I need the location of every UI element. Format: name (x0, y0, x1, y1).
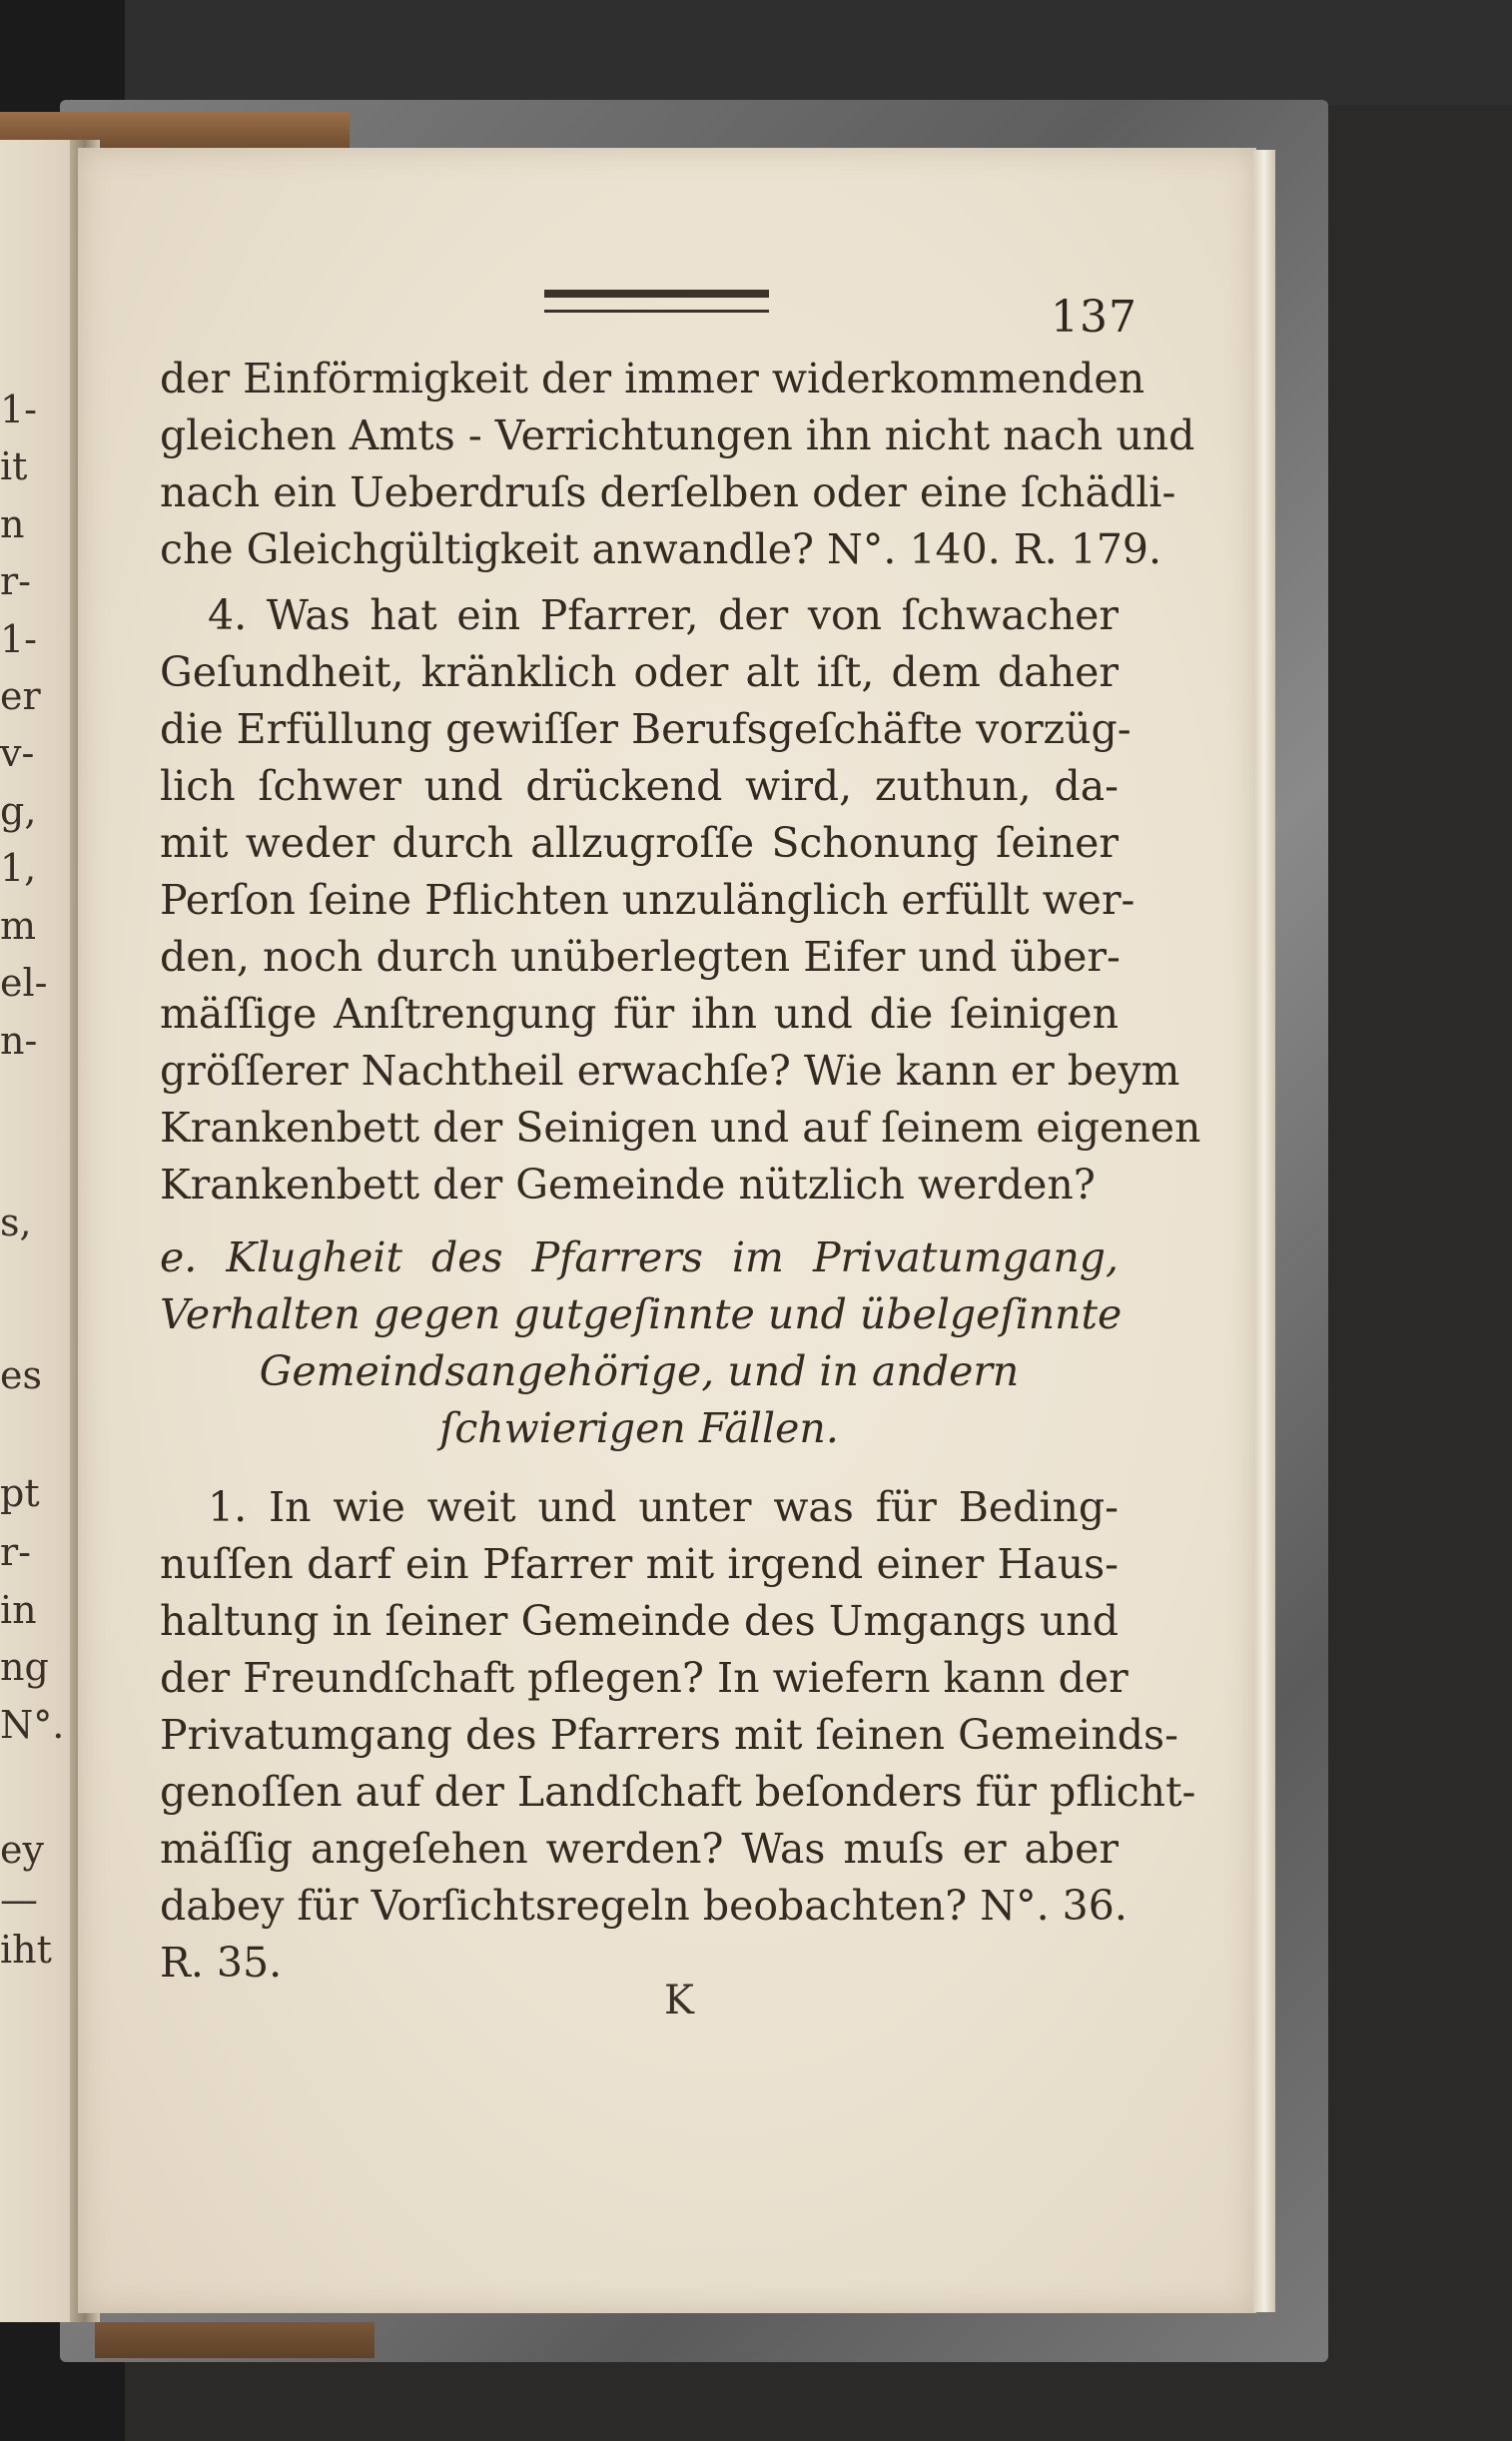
left-fragment: r- (0, 559, 32, 603)
text-line: genoſſen auf der Landſchaft beſonders für pflicht- (160, 1768, 1196, 1816)
left-fragment: es (0, 1353, 42, 1397)
left-fragment: pt (0, 1471, 40, 1515)
text-line: die Erfüllung gewiſſer Berufsgeſchäfte vorzüg- (160, 705, 1132, 753)
text-line: nuſſen darf ein Pfarrer mit irgend einer Haus- (160, 1540, 1119, 1588)
text-line: gleichen Amts - Verrichtungen ihn nicht nach und (160, 411, 1195, 459)
spine-cloth-bottom (95, 2322, 375, 2358)
text-line: R. 35. (160, 1939, 283, 1987)
left-fragment: r- (0, 1530, 32, 1574)
text-line: Krankenbett der Seinigen und auf ſeinem eigenen (160, 1104, 1201, 1152)
text-line: 1. In wie weit und unter was für Beding- (208, 1483, 1119, 1531)
signature-mark: K (664, 1978, 694, 2024)
text-line: Krankenbett der Gemeinde nützlich werden? (160, 1161, 1096, 1209)
page-number: 137 (1051, 292, 1137, 343)
text-line: mäſſige Anſtrengung für ihn und die ſeinigen (160, 990, 1119, 1038)
text-line: haltung in ſeiner Gemeinde des Umgangs und (160, 1597, 1119, 1645)
left-fragment: s, (0, 1201, 32, 1244)
page-edge (1253, 150, 1275, 2312)
text-line: Perſon ſeine Pflichten unzulänglich erfüllt wer- (160, 876, 1135, 924)
header-rule-thick (544, 290, 769, 298)
left-fragment: m (0, 904, 37, 948)
text-line: dabey für Vorſichtsregeln beobachten? N°. 36. (160, 1882, 1128, 1930)
left-fragment: n- (0, 1019, 38, 1063)
section-heading-line: Verhalten gegen gutgeſinnte und übelgeſinnte (160, 1290, 1123, 1338)
left-fragment: — (0, 1878, 38, 1922)
left-fragment: N°. (0, 1703, 65, 1747)
text-line: lich ſchwer und drückend wird, zuthun, da- (160, 762, 1119, 810)
background-top (0, 0, 1512, 105)
text-line: der Einförmigkeit der immer widerkommenden (160, 355, 1145, 403)
text-line: Geſundheit, kränklich oder alt iſt, dem daher (160, 648, 1119, 696)
left-fragment: it (0, 444, 28, 488)
text-line: mit weder durch allzugroſſe Schonung ſeiner (160, 819, 1119, 867)
text-line: 4. Was hat ein Pfarrer, der von ſchwacher (208, 591, 1119, 639)
section-heading-line: Gemeindsangehörige, und in andern (259, 1347, 1020, 1395)
header-rule-thin (544, 310, 769, 313)
left-fragment: el- (0, 961, 48, 1005)
left-fragment: er (0, 674, 41, 718)
left-fragment: in (0, 1588, 37, 1632)
text-line: nach ein Ueberdruſs derſelben oder eine ſchädli- (160, 468, 1176, 516)
text-line: gröſſerer Nachtheil erwachſe? Wie kann er beym (160, 1047, 1180, 1095)
text-line: Privatumgang des Pfarrers mit ſeinen Gemeinds- (160, 1711, 1178, 1759)
left-fragment: 1- (0, 388, 38, 431)
left-fragment: g, (0, 789, 37, 833)
text-line: der Freundſchaft pflegen? In wiefern kann der (160, 1654, 1129, 1702)
left-fragment: ng (0, 1645, 49, 1689)
section-heading-line: ſchwierigen Fällen. (439, 1404, 839, 1452)
left-fragment: ey (0, 1828, 44, 1872)
left-fragment: 1, (0, 846, 37, 890)
text-line: mäſſig angeſehen werden? Was muſs er aber (160, 1825, 1119, 1873)
left-fragment: v- (0, 731, 35, 775)
left-fragment: 1- (0, 617, 38, 661)
left-fragment: n (0, 502, 25, 546)
left-fragment: iht (0, 1928, 52, 1972)
section-heading-line: e. Klugheit des Pfarrers im Privatumgang, (160, 1233, 1119, 1281)
text-line: den, noch durch unüberlegten Eifer und über- (160, 933, 1121, 981)
text-line: che Gleichgültigkeit anwandle? N°. 140. R. 179. (160, 525, 1162, 573)
